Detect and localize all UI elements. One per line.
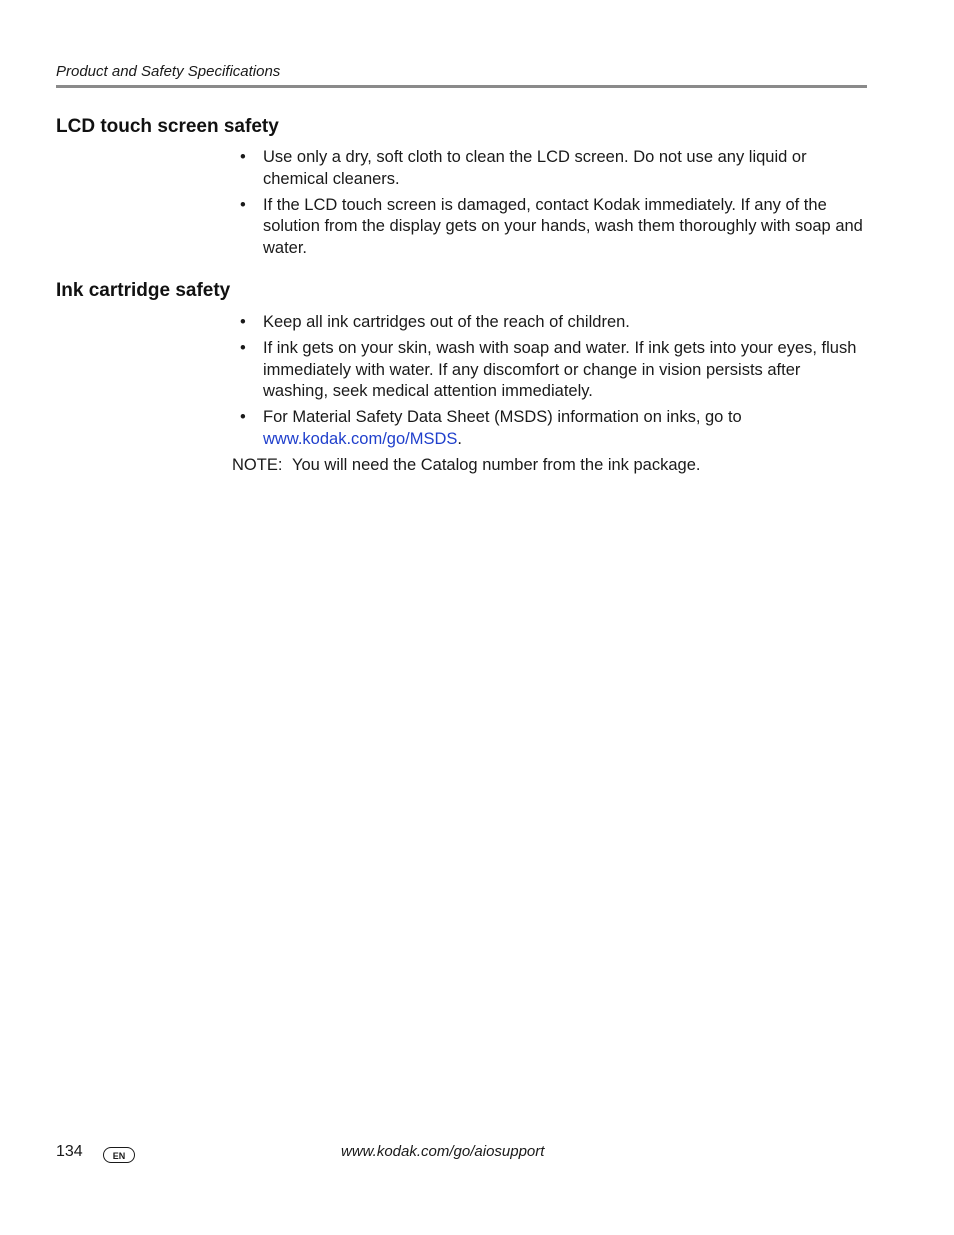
list-item — [232, 338, 858, 403]
list-item — [232, 195, 872, 260]
msds-link[interactable]: www.kodak.com/go/MSDS — [263, 429, 458, 448]
header-divider — [56, 85, 867, 88]
lcd-safety-heading: LCD touch screen safety — [56, 116, 279, 137]
language-badge: EN — [103, 1147, 135, 1163]
bullet-icon: • — [240, 313, 246, 331]
bullet-icon: • — [240, 408, 246, 426]
bullet-icon: • — [240, 339, 246, 357]
list-item-text: If ink gets on your skin, wash with soap and water. If ink gets into your eyes, flush immediately with water. If any discomfort or change in vision persists after washing, seek medical attention immediately. — [263, 339, 857, 400]
bullet-icon: • — [240, 148, 246, 166]
list-item-text: For Material Safety Data Sheet (MSDS) information on inks, go to — [263, 408, 742, 426]
note-label: NOTE: — [232, 456, 283, 474]
page-number: 134 — [56, 1143, 83, 1160]
footer-url: www.kodak.com/go/aiosupport — [341, 1143, 545, 1160]
list-item-text: Use only a dry, soft cloth to clean the LCD screen. Do not use any liquid or chemical cleaners. — [263, 148, 807, 188]
link-period: . — [457, 429, 462, 448]
bullet-icon: • — [240, 195, 246, 214]
lcd-safety-list — [232, 147, 872, 264]
list-item — [232, 312, 872, 334]
ink-safety-heading: Ink cartridge safety — [56, 280, 231, 301]
list-item-text: Keep all ink cartridges out of the reach of children. — [263, 313, 630, 331]
ink-safety-list — [232, 312, 872, 455]
list-item — [232, 147, 843, 190]
running-header: Product and Safety Specifications — [56, 63, 281, 80]
list-item — [232, 407, 823, 450]
note — [232, 455, 700, 477]
note-text: You will need the Catalog number from the ink package. — [292, 456, 701, 474]
list-item-text: If the LCD touch screen is damaged, contact Kodak immediately. If any of the solution from the display gets on your hands, wash them thoroughly with soap and water. — [263, 195, 863, 257]
